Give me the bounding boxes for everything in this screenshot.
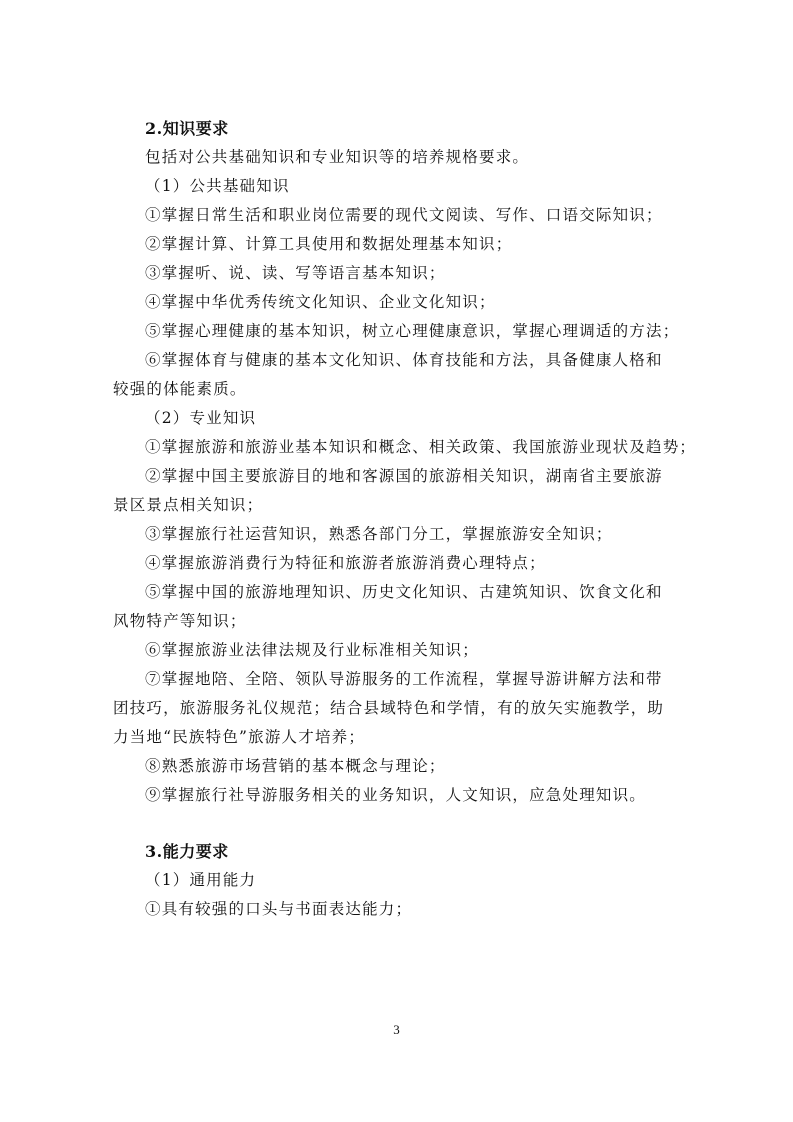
list-item: ⑥掌握体育与健康的基本文化知识、体育技能和方法，具备健康人格和较强的体能素质。 (113, 351, 663, 398)
list-item: ③掌握旅行社运营知识，熟悉各部门分工，掌握旅游安全知识； (145, 525, 613, 543)
page-number: 3 (393, 1022, 400, 1037)
list-item: ⑤掌握心理健康的基本知识，树立心理健康意识，掌握心理调适的方法； (145, 322, 680, 340)
list-item: ①具有较强的口头与书面表达能力； (145, 900, 413, 918)
list-item: ④掌握旅游消费行为特征和旅游者旅游消费心理特点； (145, 554, 546, 572)
list-item: ④掌握中华优秀传统文化知识、企业文化知识； (145, 293, 496, 311)
list-item: ①掌握旅游和旅游业基本知识和概念、相关政策、我国旅游业现状及趋势； (145, 438, 697, 456)
section-heading-knowledge: 2.知识要求 (145, 119, 229, 138)
list-item: ⑧熟悉旅游市场营销的基本概念与理论； (145, 757, 446, 775)
list-item: ②掌握中国主要旅游目的地和客源国的旅游相关知识，湖南省主要旅游景区景点相关知识； (113, 467, 663, 514)
section-heading-ability: 3.能力要求 (145, 842, 229, 861)
subsection-title-professional: （2）专业知识 (145, 409, 257, 427)
list-item: ⑤掌握中国的旅游地理知识、历史文化知识、古建筑知识、饮食文化和风物特产等知识； (113, 583, 663, 630)
subsection-title-public: （1）公共基础知识 (145, 177, 290, 195)
list-item: ⑨掌握旅行社导游服务相关的业务知识，人文知识，应急处理知识。 (145, 786, 647, 804)
list-item: ⑥掌握旅游业法律法规及行业标准相关知识； (145, 641, 480, 659)
section-intro: 包括对公共基础知识和专业知识等的培养规格要求。 (145, 148, 530, 166)
list-item: ②掌握计算、计算工具使用和数据处理基本知识； (145, 235, 513, 253)
list-item: ①掌握日常生活和职业岗位需要的现代文阅读、写作、口语交际知识； (145, 206, 663, 224)
section-spacer (0, 810, 793, 838)
page-content (0, 115, 793, 924)
list-item: ⑦掌握地陪、全陪、领队导游服务的工作流程，掌握导游讲解方法和带团技巧，旅游服务礼仪规范；结合县域特色和学情，有的放矢实施教学，助力当地“民族特色”旅游人才培养； (113, 670, 665, 746)
list-item: ③掌握听、说、读、写等语言基本知识； (145, 264, 446, 282)
subsection-title-general: （1）通用能力 (145, 871, 257, 889)
